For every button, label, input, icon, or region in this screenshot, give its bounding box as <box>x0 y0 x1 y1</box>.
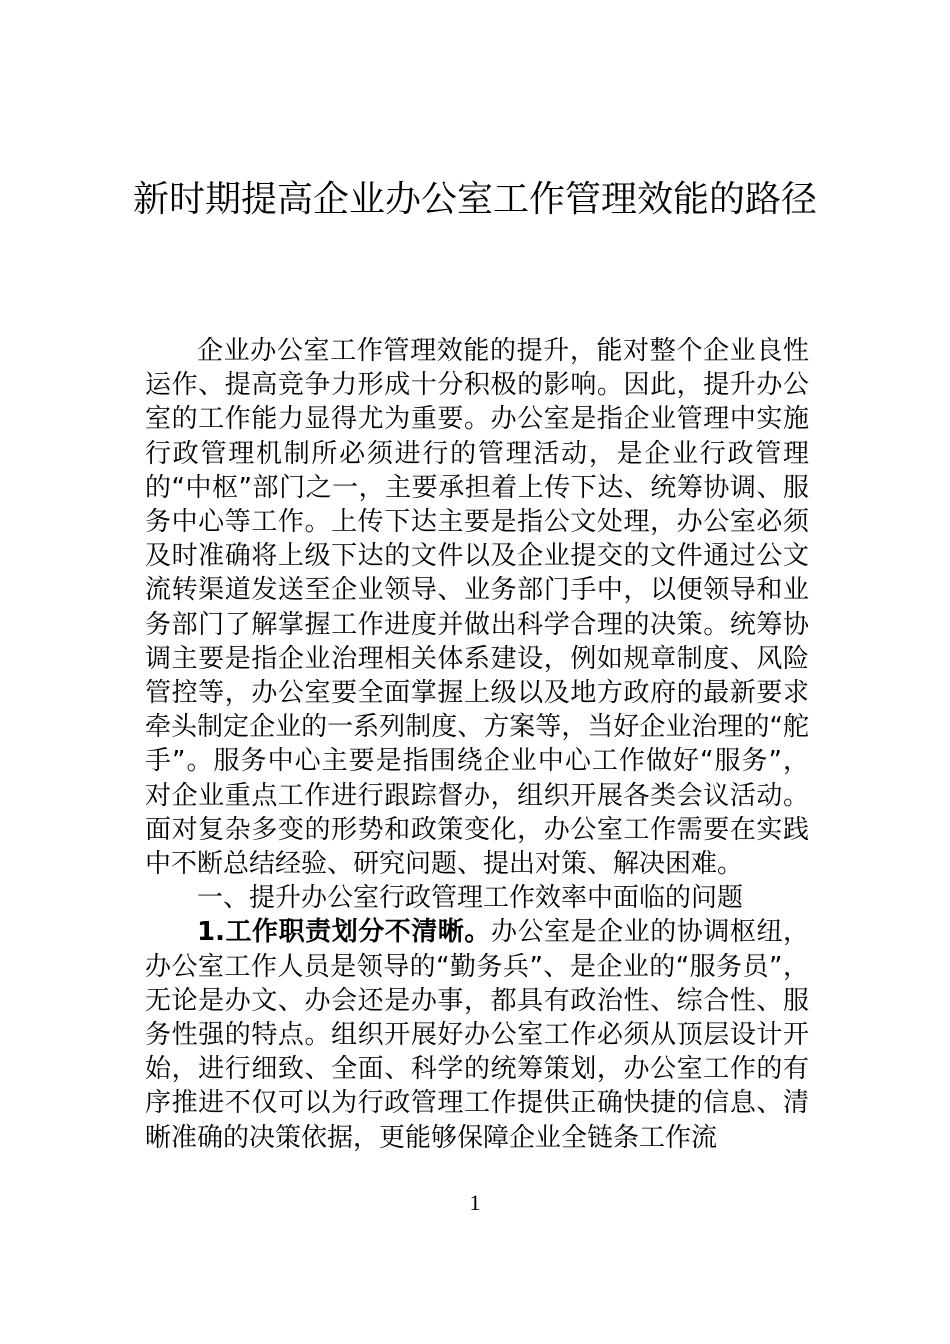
page-number: 1 <box>469 1190 481 1215</box>
document-body <box>145 334 809 1155</box>
problem-paragraph-text: 办公室是企业的协调枢纽，办公室工作人员是领导的“勤务兵”、是企业的“服务员”，无论是办文、办会还是办事，都具有政治性、综合性、服务性强的特点。组织开展好办公室工作必须从顶层设计开始，进行细致、全面、科学的统筹策划，办公室工作的有序推进不仅可以为行政管理工作提供正确快捷的信息、清晰准确的决策依据，更能够保障企业全链条工作流 <box>145 917 809 1153</box>
section-heading: 一、提升办公室行政管理工作效率中面临的问题 <box>197 883 744 914</box>
problem-paragraph-lead: 1.工作职责划分不清晰。 <box>197 917 491 948</box>
document-title: 新时期提高企业办公室工作管理效能的路径 <box>132 179 817 220</box>
intro-paragraph: 企业办公室工作管理效能的提升，能对整个企业良性运作、提高竞争力形成十分积极的影响。因此，提升办公室的工作能力显得尤为重要。办公室是指企业管理中实施行政管理机制所必须进行的管理活动，是企业行政管理的“中枢”部门之一，主要承担着上传下达、统筹协调、服务中心等工作。上传下达主要是指公文处理，办公室必须及时准确将上级下达的文件以及企业提交的文件通过公文流转渠道发送至企业领导、业务部门手中，以便领导和业务部门了解掌握工作进度并做出科学合理的决策。统筹协调主要是指企业治理相关体系建设，例如规章制度、风险管控等，办公室要全面掌握上级以及地方政府的最新要求牵头制定企业的一系列制度、方案等，当好企业治理的“舵手”。服务中心主要是指围绕企业中心工作做好“服务”，对企业重点工作进行跟踪督办，组织开展各类会议活动。面对复杂多变的形势和政策变化，办公室工作需要在实践中不断总结经验、研究问题、提出对策、解决困难。 <box>145 336 809 880</box>
problem-paragraph <box>145 915 809 1154</box>
